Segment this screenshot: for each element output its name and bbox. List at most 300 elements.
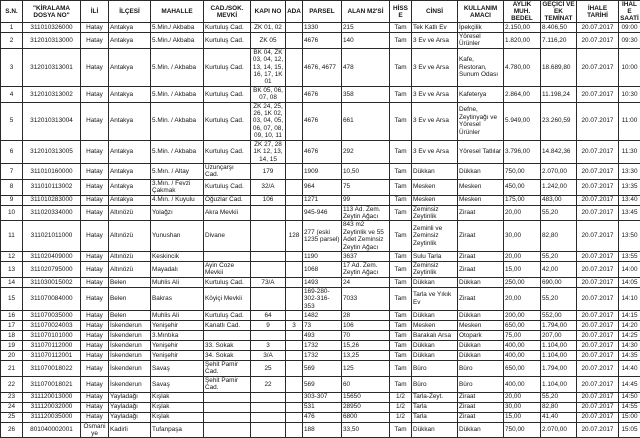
cell-kullanim_amaci: Dükkan	[458, 341, 504, 351]
cell-ihale_tarihi: 20.07.2017	[577, 179, 619, 195]
cell-dosya_no: 312010313005	[23, 140, 81, 163]
cell-ilcesi: Antakya	[109, 163, 151, 179]
cell-cinsi: Büro	[412, 376, 458, 392]
cell-aylik_muh_bedel: 20,00	[504, 287, 541, 310]
cell-ihale_saati: 14:20	[619, 321, 640, 331]
cell-kapi_no: 73/A	[251, 277, 286, 287]
cell-kapi_no	[251, 251, 286, 261]
table-row	[1, 402, 640, 412]
cell-aylik_muh_bedel: 400,00	[504, 376, 541, 392]
cell-hisse: Tam	[390, 102, 412, 140]
cell-parsel: 964	[303, 179, 342, 195]
cell-gecici_ek_teminat: 1.794,00	[541, 361, 577, 377]
cell-hisse: Tam	[390, 331, 412, 341]
cell-aylik_muh_bedel: 250,00	[504, 277, 541, 287]
cell-ili: Hatay	[81, 251, 109, 261]
cell-gecici_ek_teminat: 14.842,36	[541, 140, 577, 163]
cell-ihale_saati: 11:00	[619, 102, 640, 140]
cell-kullanim_amaci: Dükkan	[458, 277, 504, 287]
column-header-parsel: PARSEL	[303, 1, 342, 23]
cell-ili: Hatay	[81, 140, 109, 163]
cell-alan_m2: 70	[342, 331, 390, 341]
cell-parsel: 531	[303, 402, 342, 412]
cell-ilcesi: Altınözü	[109, 205, 151, 221]
cell-cinsi: Mesken	[412, 179, 458, 195]
cell-gecici_ek_teminat: 1.242,00	[541, 179, 577, 195]
table-row	[1, 23, 640, 33]
cell-ihale_tarihi: 20.07.2017	[577, 376, 619, 392]
cell-ihale_tarihi: 20.07.2017	[577, 287, 619, 310]
cell-ada	[286, 23, 303, 33]
cell-alan_m2: 7033	[342, 287, 390, 310]
header-row	[1, 1, 640, 23]
cell-cinsi: Barakalı Arsa	[412, 331, 458, 341]
cell-gecici_ek_teminat: 1.794,00	[541, 321, 577, 331]
cell-dosya_no: 311070112000	[23, 341, 81, 351]
cell-cinsi: Tarla	[412, 412, 458, 422]
cell-cinsi: Dükkan	[412, 341, 458, 351]
cell-parsel: 1330	[303, 23, 342, 33]
cell-kullanim_amaci: Ziraat	[458, 221, 504, 252]
cell-gecici_ek_teminat: 23.260,59	[541, 102, 577, 140]
cell-alan_m2: 33,50	[342, 422, 390, 438]
cell-aylik_muh_bedel: 400,00	[504, 341, 541, 351]
cell-aylik_muh_bedel: 2.864,00	[504, 86, 541, 102]
cell-hisse: Tam	[390, 261, 412, 277]
cell-ihale_saati: 15:00	[619, 412, 640, 422]
cell-mahalle: Muhlis Ali	[151, 277, 204, 287]
cell-cad_sok_mevki: Ayin Coze Mevkii	[204, 261, 251, 277]
cell-cinsi: Mesken	[412, 321, 458, 331]
cell-kullanim_amaci: Mesken	[458, 179, 504, 195]
column-header-aylik_muh_bedel: AYLIK MUH. BEDEL	[504, 1, 541, 23]
column-header-dosya_no: "KİRALAMA DOSYA NO"	[23, 1, 81, 23]
cell-cad_sok_mevki: Kanatlı Cad.	[204, 321, 251, 331]
cell-sn: 8	[1, 179, 23, 195]
cell-gecici_ek_teminat: 18.689,80	[541, 48, 577, 86]
cell-gecici_ek_teminat: 55,20	[541, 392, 577, 402]
cell-dosya_no: 311070024003	[23, 321, 81, 331]
cell-sn: 4	[1, 86, 23, 102]
cell-ada	[286, 195, 303, 205]
cell-hisse: Tam	[390, 287, 412, 310]
cell-ilcesi: Antakya	[109, 48, 151, 86]
cell-kapi_no: ZK 24, 25, 26, 1K 02, 03, 04, 05, 06, 07, 08, 09, 10, 11	[251, 102, 286, 140]
cell-aylik_muh_bedel: 20,00	[504, 251, 541, 261]
cell-sn: 17	[1, 321, 23, 331]
cell-mahalle: 5.Min. / Akbaba	[151, 86, 204, 102]
cell-mahalle: 5.Min. / Akbaba	[151, 140, 204, 163]
cell-ihale_tarihi: 20.07.2017	[577, 205, 619, 221]
cell-ili: Hatay	[81, 221, 109, 252]
cell-mahalle: 5.Min. / Akbaba	[151, 102, 204, 140]
cell-dosya_no: 311010113002	[23, 179, 81, 195]
cell-sn: 16	[1, 311, 23, 321]
cell-aylik_muh_bedel: 5.949,00	[504, 102, 541, 140]
cell-cad_sok_mevki: Akra Mevkii	[204, 205, 251, 221]
cell-ili: Hatay	[81, 402, 109, 412]
cell-sn: 7	[1, 163, 23, 179]
table-row	[1, 321, 640, 331]
cell-parsel: 1482	[303, 311, 342, 321]
cell-kullanim_amaci: Kafeterya	[458, 86, 504, 102]
cell-ilcesi: İskenderun	[109, 376, 151, 392]
cell-sn: 14	[1, 277, 23, 287]
cell-parsel: 1271	[303, 195, 342, 205]
cell-ada	[286, 376, 303, 392]
cell-sn: 15	[1, 287, 23, 310]
cell-kullanim_amaci: Dükkan	[458, 422, 504, 438]
cell-parsel: 303-307	[303, 392, 342, 402]
cell-ihale_saati: 13:50	[619, 221, 640, 252]
cell-ili: Hatay	[81, 287, 109, 310]
column-header-ili: İLİ	[81, 1, 109, 23]
cell-cad_sok_mevki	[204, 412, 251, 422]
cell-ilcesi: Antakya	[109, 23, 151, 33]
cell-hisse: Tam	[390, 195, 412, 205]
cell-ihale_saati: 14:45	[619, 376, 640, 392]
cell-aylik_muh_bedel: 20,00	[504, 205, 541, 221]
cell-sn: 2	[1, 33, 23, 49]
cell-alan_m2: 24	[342, 277, 390, 287]
cell-ilcesi: İskenderun	[109, 351, 151, 361]
cell-alan_m2: 28	[342, 311, 390, 321]
cell-ilcesi: Altınözü	[109, 251, 151, 261]
cell-gecici_ek_teminat: 690,00	[541, 277, 577, 287]
column-header-cad_sok_mevki: CAD./SOK. MEVKİ	[204, 1, 251, 23]
column-header-cinsi: CİNSİ	[412, 1, 458, 23]
cell-ihale_tarihi: 20.07.2017	[577, 33, 619, 49]
cell-ili: Osmaniye	[81, 422, 109, 438]
cell-cad_sok_mevki: 33. Sokak	[204, 341, 251, 351]
cell-aylik_muh_bedel: 1.820,00	[504, 33, 541, 49]
cell-alan_m2: 28950	[342, 402, 390, 412]
cell-cad_sok_mevki	[204, 251, 251, 261]
cell-mahalle: Kışlak	[151, 402, 204, 412]
cell-hisse: Tam	[390, 221, 412, 252]
cell-mahalle: Tufanpaşa	[151, 422, 204, 438]
cell-ada	[286, 86, 303, 102]
cell-ihale_saati: 14:10	[619, 287, 640, 310]
cell-ihale_tarihi: 20.07.2017	[577, 392, 619, 402]
table-row	[1, 86, 640, 102]
cell-ihale_saati: 09:00	[619, 23, 640, 33]
cell-alan_m2: 292	[342, 140, 390, 163]
cell-ihale_tarihi: 20.07.2017	[577, 341, 619, 351]
cell-cinsi: Tarla ve Yıkık Ev	[412, 287, 458, 310]
cell-ili: Hatay	[81, 351, 109, 361]
cell-dosya_no: 311010160000	[23, 163, 81, 179]
cell-hisse: Tam	[390, 341, 412, 351]
cell-ihale_tarihi: 20.07.2017	[577, 361, 619, 377]
cell-ili: Hatay	[81, 86, 109, 102]
cell-dosya_no: 311020334000	[23, 205, 81, 221]
cell-cinsi: Dükkan	[412, 311, 458, 321]
cell-kapi_no: 25	[251, 361, 286, 377]
cell-gecici_ek_teminat: 7.116,20	[541, 33, 577, 49]
cell-mahalle: Mayadalı	[151, 261, 204, 277]
cell-ihale_tarihi: 20.07.2017	[577, 86, 619, 102]
cell-ihale_saati: 10:30	[619, 86, 640, 102]
cell-kapi_no	[251, 402, 286, 412]
cell-kullanim_amaci: Ziraat	[458, 412, 504, 422]
cell-ili: Hatay	[81, 179, 109, 195]
cell-ada	[286, 392, 303, 402]
cell-ada	[286, 331, 303, 341]
cell-hisse: Tam	[390, 422, 412, 438]
cell-ihale_saati: 13:35	[619, 179, 640, 195]
cell-parsel: 1732	[303, 351, 342, 361]
cell-alan_m2: 140	[342, 33, 390, 49]
cell-ada	[286, 422, 303, 438]
cell-dosya_no: 311070035000	[23, 311, 81, 321]
cell-alan_m2: 358	[342, 86, 390, 102]
cell-cinsi: 3 Ev ve Arsa	[412, 140, 458, 163]
cell-hisse: Tam	[390, 205, 412, 221]
cell-kullanim_amaci: Ziraat	[458, 287, 504, 310]
cell-mahalle: 5.Min./ Akbaba	[151, 23, 204, 33]
cell-mahalle: Yenişehir	[151, 341, 204, 351]
cell-kullanim_amaci: Mesken	[458, 321, 504, 331]
cell-dosya_no: 312010313002	[23, 86, 81, 102]
cell-ili: Hatay	[81, 102, 109, 140]
cell-ilcesi: Belen	[109, 277, 151, 287]
cell-ihale_tarihi: 20.07.2017	[577, 221, 619, 252]
cell-alan_m2: 3637	[342, 251, 390, 261]
cell-ihale_tarihi: 20.07.2017	[577, 412, 619, 422]
cell-aylik_muh_bedel: 750,00	[504, 422, 541, 438]
cell-cinsi: Dükkan	[412, 163, 458, 179]
table-row	[1, 376, 640, 392]
cell-dosya_no: 311120032000	[23, 402, 81, 412]
cell-dosya_no: 311021011000	[23, 221, 81, 252]
cell-parsel: 1493	[303, 277, 342, 287]
cell-kapi_no: 3/A	[251, 351, 286, 361]
cell-kapi_no	[251, 261, 286, 277]
cell-ihale_tarihi: 20.07.2017	[577, 195, 619, 205]
cell-ihale_saati: 13:45	[619, 205, 640, 221]
table-row	[1, 140, 640, 163]
column-header-kapi_no: KAPI NO	[251, 1, 286, 23]
cell-mahalle: Savaş	[151, 361, 204, 377]
cell-ihale_saati: 15:05	[619, 422, 640, 438]
cell-ada	[286, 361, 303, 377]
cell-ilcesi: Altınözü	[109, 261, 151, 277]
column-header-hisse: HİSSE	[390, 1, 412, 23]
cell-cinsi: Tarla-Zeyt.	[412, 392, 458, 402]
column-header-ihale_tarihi: İHALE TARİHİ	[577, 1, 619, 23]
cell-ihale_saati: 14:00	[619, 261, 640, 277]
cell-ada	[286, 412, 303, 422]
cell-dosya_no: 311020795000	[23, 261, 81, 277]
cell-cinsi: Zeminsiz Zeytinlik	[412, 205, 458, 221]
cell-aylik_muh_bedel: 450,00	[504, 179, 541, 195]
cell-ada	[286, 311, 303, 321]
cell-kapi_no	[251, 287, 286, 310]
cell-ihale_saati: 14:15	[619, 311, 640, 321]
column-header-gecici_ek_teminat: GEÇİCİ VE EK TEMİNAT	[541, 1, 577, 23]
cell-parsel: 188	[303, 422, 342, 438]
cell-sn: 11	[1, 221, 23, 252]
cell-kullanim_amaci: Dükkan	[458, 311, 504, 321]
cell-kullanim_amaci: Yöresel Tatlılar	[458, 140, 504, 163]
cell-sn: 20	[1, 351, 23, 361]
cell-cinsi: Zeminsiz Zeytinlik	[412, 261, 458, 277]
table-row	[1, 311, 640, 321]
table-row	[1, 33, 640, 49]
cell-kullanim_amaci: Ziraat	[458, 205, 504, 221]
cell-cad_sok_mevki: Kurtuluş Cad.	[204, 33, 251, 49]
cell-cinsi: 3 Ev ve Arsa	[412, 86, 458, 102]
cell-ada	[286, 205, 303, 221]
cell-parsel: 4676	[303, 102, 342, 140]
table-row	[1, 195, 640, 205]
cell-hisse: Tam	[390, 277, 412, 287]
cell-dosya_no: 311070018022	[23, 361, 81, 377]
cell-ilcesi: Altınözü	[109, 221, 151, 252]
cell-hisse: Tam	[390, 351, 412, 361]
cell-ihale_saati: 14:30	[619, 341, 640, 351]
column-header-ada: ADA	[286, 1, 303, 23]
cell-ada	[286, 102, 303, 140]
cell-gecici_ek_teminat: 55,20	[541, 205, 577, 221]
cell-ilcesi: Yayladağı	[109, 392, 151, 402]
cell-alan_m2: 661	[342, 102, 390, 140]
column-header-ihale_saati: İHALE SAATİ	[619, 1, 640, 23]
cell-aylik_muh_bedel: 15,00	[504, 261, 541, 277]
cell-hisse: 1/2	[390, 412, 412, 422]
cell-parsel: 569	[303, 376, 342, 392]
cell-hisse: Tam	[390, 376, 412, 392]
table-row	[1, 163, 640, 179]
cell-aylik_muh_bedel: 15,00	[504, 412, 541, 422]
cell-aylik_muh_bedel: 650,00	[504, 321, 541, 331]
cell-hisse: 1/2	[390, 402, 412, 412]
cell-kullanim_amaci: Defne, Zeytinyağı ve Yöresel Ürünler	[458, 102, 504, 140]
cell-ada	[286, 33, 303, 49]
cell-aylik_muh_bedel: 400,00	[504, 351, 541, 361]
cell-alan_m2: 15650	[342, 392, 390, 402]
cell-ada	[286, 351, 303, 361]
cell-ihale_saati: 11:30	[619, 140, 640, 163]
cell-cad_sok_mevki: Oğuzlar Cad.	[204, 195, 251, 205]
cell-kapi_no: 106	[251, 195, 286, 205]
table-body	[1, 23, 640, 438]
cell-ilcesi: Antakya	[109, 140, 151, 163]
cell-parsel: 4676, 4677	[303, 48, 342, 86]
cell-ili: Hatay	[81, 261, 109, 277]
cell-cad_sok_mevki: Kurtuluş Cad.	[204, 311, 251, 321]
cell-dosya_no: 311070101000	[23, 331, 81, 341]
cell-alan_m2: 75	[342, 179, 390, 195]
cell-cad_sok_mevki: Kurtuluş Cad.	[204, 48, 251, 86]
cell-hisse: Tam	[390, 163, 412, 179]
cell-mahalle: 3.Mın. / Fevzi Çakmak	[151, 179, 204, 195]
cell-ihale_saati: 14:25	[619, 331, 640, 341]
cell-cad_sok_mevki: Kurtuluş Cad.	[204, 179, 251, 195]
cell-dosya_no: 312010313001	[23, 48, 81, 86]
cell-kullanim_amaci: Kafe, Restoran, Sunum Odası	[458, 48, 504, 86]
cell-gecici_ek_teminat: 41,40	[541, 412, 577, 422]
cell-aylik_muh_bedel: 3.796,00	[504, 140, 541, 163]
cell-alan_m2: 60	[342, 376, 390, 392]
cell-dosya_no: 311030015002	[23, 277, 81, 287]
cell-kapi_no: ZK 27, 28 1K 12, 13, 14, 15	[251, 140, 286, 163]
cell-gecici_ek_teminat: 2.070,00	[541, 163, 577, 179]
cell-ihale_saati: 14:05	[619, 277, 640, 287]
cell-kapi_no	[251, 422, 286, 438]
cell-mahalle: Bakras	[151, 287, 204, 310]
cell-dosya_no: 311070018021	[23, 376, 81, 392]
cell-ihale_saati: 14:50	[619, 392, 640, 402]
cell-cad_sok_mevki: Şehit Pamir Cad.	[204, 376, 251, 392]
cell-gecici_ek_teminat: 2.070,00	[541, 422, 577, 438]
cell-gecici_ek_teminat: 1.104,00	[541, 341, 577, 351]
cell-aylik_muh_bedel: 750,00	[504, 163, 541, 179]
cell-cinsi: Sulu Tarla	[412, 251, 458, 261]
cell-kullanim_amaci: Büro	[458, 376, 504, 392]
cell-aylik_muh_bedel: 4.780,00	[504, 48, 541, 86]
cell-ada	[286, 261, 303, 277]
cell-kapi_no	[251, 412, 286, 422]
table-row	[1, 422, 640, 438]
cell-ilcesi: Antakya	[109, 102, 151, 140]
cell-aylik_muh_bedel: 650,00	[504, 361, 541, 377]
cell-alan_m2: 106	[342, 321, 390, 331]
cell-kapi_no	[251, 331, 286, 341]
cell-sn: 19	[1, 341, 23, 351]
cell-kapi_no	[251, 205, 286, 221]
cell-kapi_no	[251, 392, 286, 402]
cell-ada	[286, 402, 303, 412]
cell-gecici_ek_teminat: 55,20	[541, 287, 577, 310]
table-row	[1, 412, 640, 422]
cell-kapi_no: BK 04, ZK 03, 04, 12, 13, 14, 15, 16, 17, 1K 01	[251, 48, 286, 86]
cell-ihale_tarihi: 20.07.2017	[577, 140, 619, 163]
cell-mahalle: Savaş	[151, 376, 204, 392]
cell-ihale_tarihi: 20.07.2017	[577, 163, 619, 179]
cell-ihale_saati: 14:40	[619, 361, 640, 377]
cell-alan_m2: 6800	[342, 412, 390, 422]
cell-alan_m2: 843 m2 Zeytinlik ve 55 Adet Zeminsiz Zeytin Ağacı	[342, 221, 390, 252]
cell-gecici_ek_teminat: 8.406,50	[541, 23, 577, 33]
cell-ili: Hatay	[81, 23, 109, 33]
cell-aylik_muh_bedel: 2.150,00	[504, 23, 541, 33]
cell-mahalle: 5.Mın. / Altay	[151, 163, 204, 179]
cell-cad_sok_mevki: Şehit Pamir Cad.	[204, 361, 251, 377]
cell-gecici_ek_teminat: 82,80	[541, 221, 577, 252]
cell-cad_sok_mevki: Kurtuluş Cad.	[204, 140, 251, 163]
cell-hisse: Tam	[390, 48, 412, 86]
cell-ihale_saati: 13:55	[619, 251, 640, 261]
cell-alan_m2: 17 Ad. Zem. Zeytin Ağacı	[342, 261, 390, 277]
column-header-alan_m2: ALAN M2'Sİ	[342, 1, 390, 23]
cell-hisse: Tam	[390, 23, 412, 33]
cell-aylik_muh_bedel: 30,00	[504, 402, 541, 412]
cell-cinsi: Dükkan	[412, 277, 458, 287]
cell-gecici_ek_teminat: 483,00	[541, 195, 577, 205]
cell-ihale_tarihi: 20.07.2017	[577, 23, 619, 33]
cell-cinsi: Tarla	[412, 402, 458, 412]
cell-parsel: 4676	[303, 33, 342, 49]
cell-ihale_tarihi: 20.07.2017	[577, 402, 619, 412]
column-header-sn: S.N.	[1, 1, 23, 23]
cell-cinsi: Dükkan	[412, 422, 458, 438]
cell-ada	[286, 287, 303, 310]
cell-ihale_tarihi: 20.07.2017	[577, 277, 619, 287]
table-row	[1, 277, 640, 287]
cell-cad_sok_mevki: 34. Sokak	[204, 351, 251, 361]
